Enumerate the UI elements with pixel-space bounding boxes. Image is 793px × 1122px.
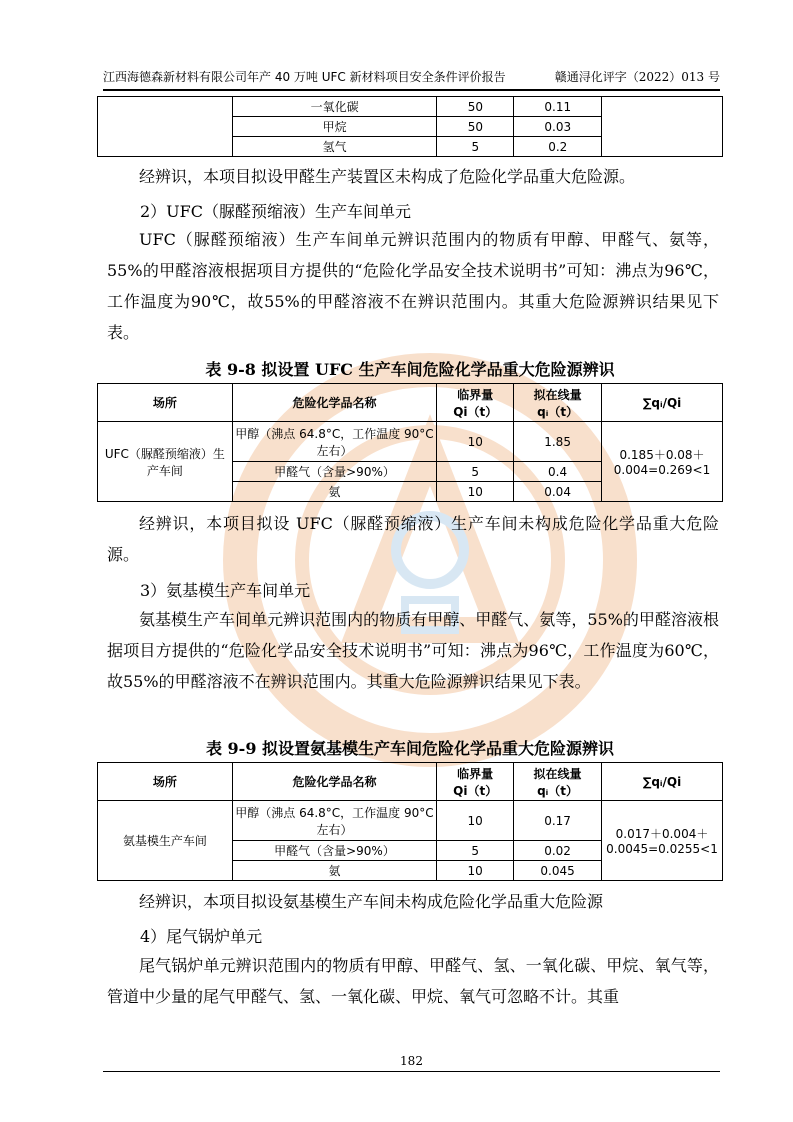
table-row: 氨 10 0.045 [98, 861, 723, 881]
table-row: 甲醛气（含量>90%） 5 0.4 [98, 462, 723, 482]
hazard-table-amino: 场所 危险化学品名称 临界量 Qi（t） 拟在线量 qᵢ（t） ∑qᵢ/Qi 氨基模生产车间 甲醇（沸点 64.8°C，工作温度 90°C左右） 10 0.17 0.017＋0.004＋ 0.0045=0.0255<1 甲醛气（含量>90%） 5 0.02 氨 10 0.045 [97, 762, 723, 881]
paragraph: 经辨识，本项目拟设氨基模生产车间未构成危险化学品重大危险源 [139, 892, 604, 911]
paragraph: 尾气锅炉单元辨识范围内的物质有甲醇、甲醛气、氢、一氧化碳、甲烷、氧气等，管道中少量的尾气甲醛气、氢、一氧化碳、甲烷、氧气可忽略不计。其重 [107, 956, 719, 1006]
section-heading: 4）尾气锅炉单元 [140, 927, 263, 946]
report-number: 赣通浔化评字（2022）013 号 [554, 70, 720, 84]
section-heading: 3）氨基模生产车间单元 [140, 581, 311, 600]
table-row: 甲醛气（含量>90%） 5 0.02 [98, 841, 723, 861]
table-row: 氨基模生产车间 甲醇（沸点 64.8°C，工作温度 90°C左右） 10 0.17 0.017＋0.004＋ 0.0045=0.0255<1 [98, 801, 723, 841]
page-number: 182 [103, 1054, 720, 1072]
table-caption: 表 9-9 拟设置氨基模生产车间危险化学品重大危险源辨识 [205, 739, 615, 758]
table-row: 甲烷 50 0.03 [98, 117, 723, 137]
page-header [103, 68, 720, 91]
paragraph: 氨基模生产车间单元辨识范围内的物质有甲醇、甲醛气、氨等，55%的甲醛溶液根据项目方提供的“危险化学品安全技术说明书”可知：沸点为96℃，工作温度为60℃，故55%的甲醛溶液不在辨识范围内。其重大危险源辨识结果见下表。 [107, 610, 719, 691]
table-row: 氨 10 0.04 [98, 482, 723, 502]
table-row: 氢气 5 0.2 [98, 137, 723, 157]
paragraph: 经辨识，本项目拟设 UFC（脲醛预缩液）生产车间未构成危险化学品重大危险源。 [107, 514, 719, 564]
section-heading: 2）UFC（脲醛预缩液）生产车间单元 [140, 202, 412, 221]
hazard-table-ufc: 场所 危险化学品名称 临界量 Qi（t） 拟在线量 qᵢ（t） ∑qᵢ/Qi UFC（脲醛预缩液）生产车间 甲醇（沸点 64.8°C，工作温度 90°C左右） 10 1.85 0.185＋0.08＋ 0.004=0.269<1 甲醛气（含量>90%） 5 0.4 氨 10 0.04 [97, 383, 723, 502]
continued-table [97, 96, 723, 157]
table-caption: 表 9-8 拟设置 UFC 生产车间危险化学品重大危险源辨识 [205, 360, 615, 379]
paragraph: UFC（脲醛预缩液）生产车间单元辨识范围内的物质有甲醇、甲醛气、氨等，55%的甲醛溶液根据项目方提供的“危险化学品安全技术说明书”可知：沸点为96℃，工作温度为90℃，故55%的甲醛溶液不在辨识范围内。其重大危险源辨识结果见下表。 [107, 230, 719, 342]
table-row: 一氧化碳 50 0.11 [98, 97, 723, 117]
report-title: 江西海德森新材料有限公司年产 40 万吨 UFC 新材料项目安全条件评价报告 [103, 70, 506, 84]
paragraph: 经辨识，本项目拟设甲醛生产装置区未构成了危险化学品重大危险源。 [139, 167, 636, 186]
table-row: UFC（脲醛预缩液）生产车间 甲醇（沸点 64.8°C，工作温度 90°C左右） 10 1.85 0.185＋0.08＋ 0.004=0.269<1 [98, 422, 723, 462]
